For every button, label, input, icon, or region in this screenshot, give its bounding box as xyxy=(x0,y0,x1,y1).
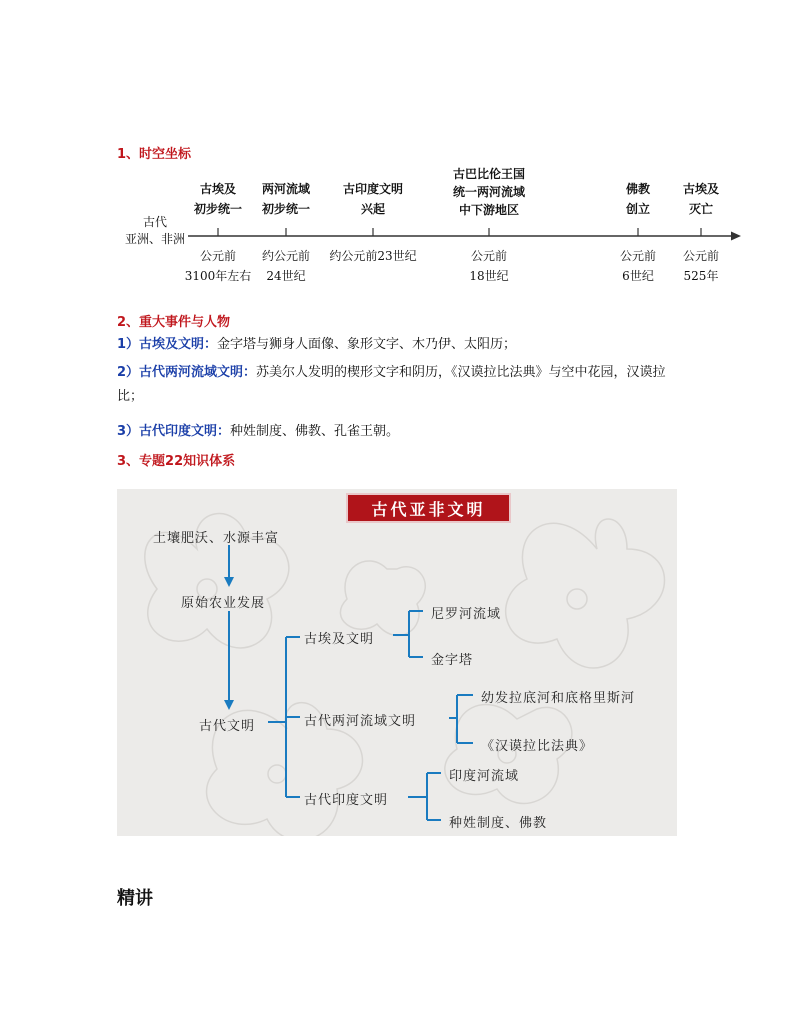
event-item xyxy=(117,333,677,357)
mindmap-root-node: 原始农业发展 xyxy=(181,596,266,611)
timeline-event-above xyxy=(262,179,310,219)
event-line: 公元前 xyxy=(199,249,237,263)
section1-title: 1、时空坐标 xyxy=(117,147,192,162)
mindmap-branch-node: 古埃及文明 xyxy=(304,632,375,647)
event-line: 两河流域 xyxy=(261,182,311,196)
event-line: 古印度文明 xyxy=(342,182,404,196)
event-item-lead: 2）古代两河流域文明： xyxy=(117,365,257,380)
event-line: 公元前 xyxy=(682,249,720,263)
timeline-event-below xyxy=(329,246,416,266)
mindmap-leaf-node: 《汉谟拉比法典》 xyxy=(481,739,594,754)
mindmap-leaf-node: 尼罗河流域 xyxy=(431,607,502,622)
event-line: 3100年左右 xyxy=(184,269,252,283)
timeline-event-below xyxy=(262,246,310,286)
event-line: 24世纪 xyxy=(266,269,306,283)
timeline-event-below xyxy=(620,246,656,286)
event-line: 统一两河流域 xyxy=(452,185,526,199)
event-line: 约公元前23世纪 xyxy=(329,249,417,263)
event-item-text: 苏美尔人发明的楔形文字和阴历，《汉谟拉比法典》与空中花园，汉谟拉比； xyxy=(117,365,666,404)
mindmap-title: 古代亚非文明 xyxy=(346,493,511,523)
event-item xyxy=(117,361,677,409)
timeline-event-above xyxy=(683,179,719,219)
timeline xyxy=(0,0,794,300)
event-line: 古埃及 xyxy=(682,182,720,196)
event-line: 佛教 xyxy=(625,182,651,196)
timeline-event-above xyxy=(626,179,650,219)
mindmap-leaf-node: 幼发拉底河和底格里斯河 xyxy=(481,691,636,706)
section2-title: 2、重大事件与人物 xyxy=(117,315,231,330)
event-line: 古巴比伦王国 xyxy=(452,167,526,181)
timeline-event-above xyxy=(453,165,525,219)
event-line: 初步统一 xyxy=(261,202,311,216)
mindmap-leaf-node: 印度河流域 xyxy=(449,769,520,784)
timeline-event-above xyxy=(343,179,403,219)
event-item-text: 金字塔与狮身人面像、象形文字、木乃伊、太阳历； xyxy=(217,337,517,352)
event-line: 6世纪 xyxy=(622,269,654,283)
timeline-event-below xyxy=(683,246,719,286)
event-line: 中下游地区 xyxy=(458,203,520,217)
event-line: 古埃及 xyxy=(199,182,237,196)
event-item xyxy=(117,420,677,444)
event-line: 初步统一 xyxy=(193,202,243,216)
mindmap-leaf-node: 金字塔 xyxy=(431,653,474,668)
event-line: 525年 xyxy=(683,269,719,283)
event-line: 公元前 xyxy=(470,249,507,263)
event-line: 灭亡 xyxy=(688,202,714,216)
mindmap-branch-node: 古代印度文明 xyxy=(304,793,389,808)
event-line: 约公元前 xyxy=(261,249,311,263)
axis-arrow xyxy=(731,232,741,241)
event-item-lead: 1）古埃及文明： xyxy=(117,337,218,352)
timeline-event-below xyxy=(185,246,252,286)
mindmap-root-node: 土壤肥沃、水源丰富 xyxy=(153,531,280,546)
timeline-event-above xyxy=(194,179,242,219)
section-heading-jingjiang: 精讲 xyxy=(117,888,153,909)
mindmap xyxy=(117,489,677,836)
event-line: 公元前 xyxy=(619,249,657,263)
event-item-text: 种姓制度、佛教、孔雀王朝。 xyxy=(230,424,400,439)
event-line: 18世纪 xyxy=(469,269,509,283)
event-line: 创立 xyxy=(625,202,651,216)
mindmap-branch-node: 古代两河流域文明 xyxy=(304,714,417,729)
section3-title: 3、专题22知识体系 xyxy=(117,454,236,469)
event-item-lead: 3）古代印度文明： xyxy=(117,424,231,439)
axis-label-line: 亚洲、非洲 xyxy=(124,232,185,246)
axis-label-line: 古代 xyxy=(142,215,167,229)
mindmap-root-node: 古代文明 xyxy=(199,719,256,734)
timeline-event-below xyxy=(469,246,508,286)
mindmap-leaf-node: 种姓制度、佛教 xyxy=(449,816,548,831)
event-line: 兴起 xyxy=(360,202,386,216)
